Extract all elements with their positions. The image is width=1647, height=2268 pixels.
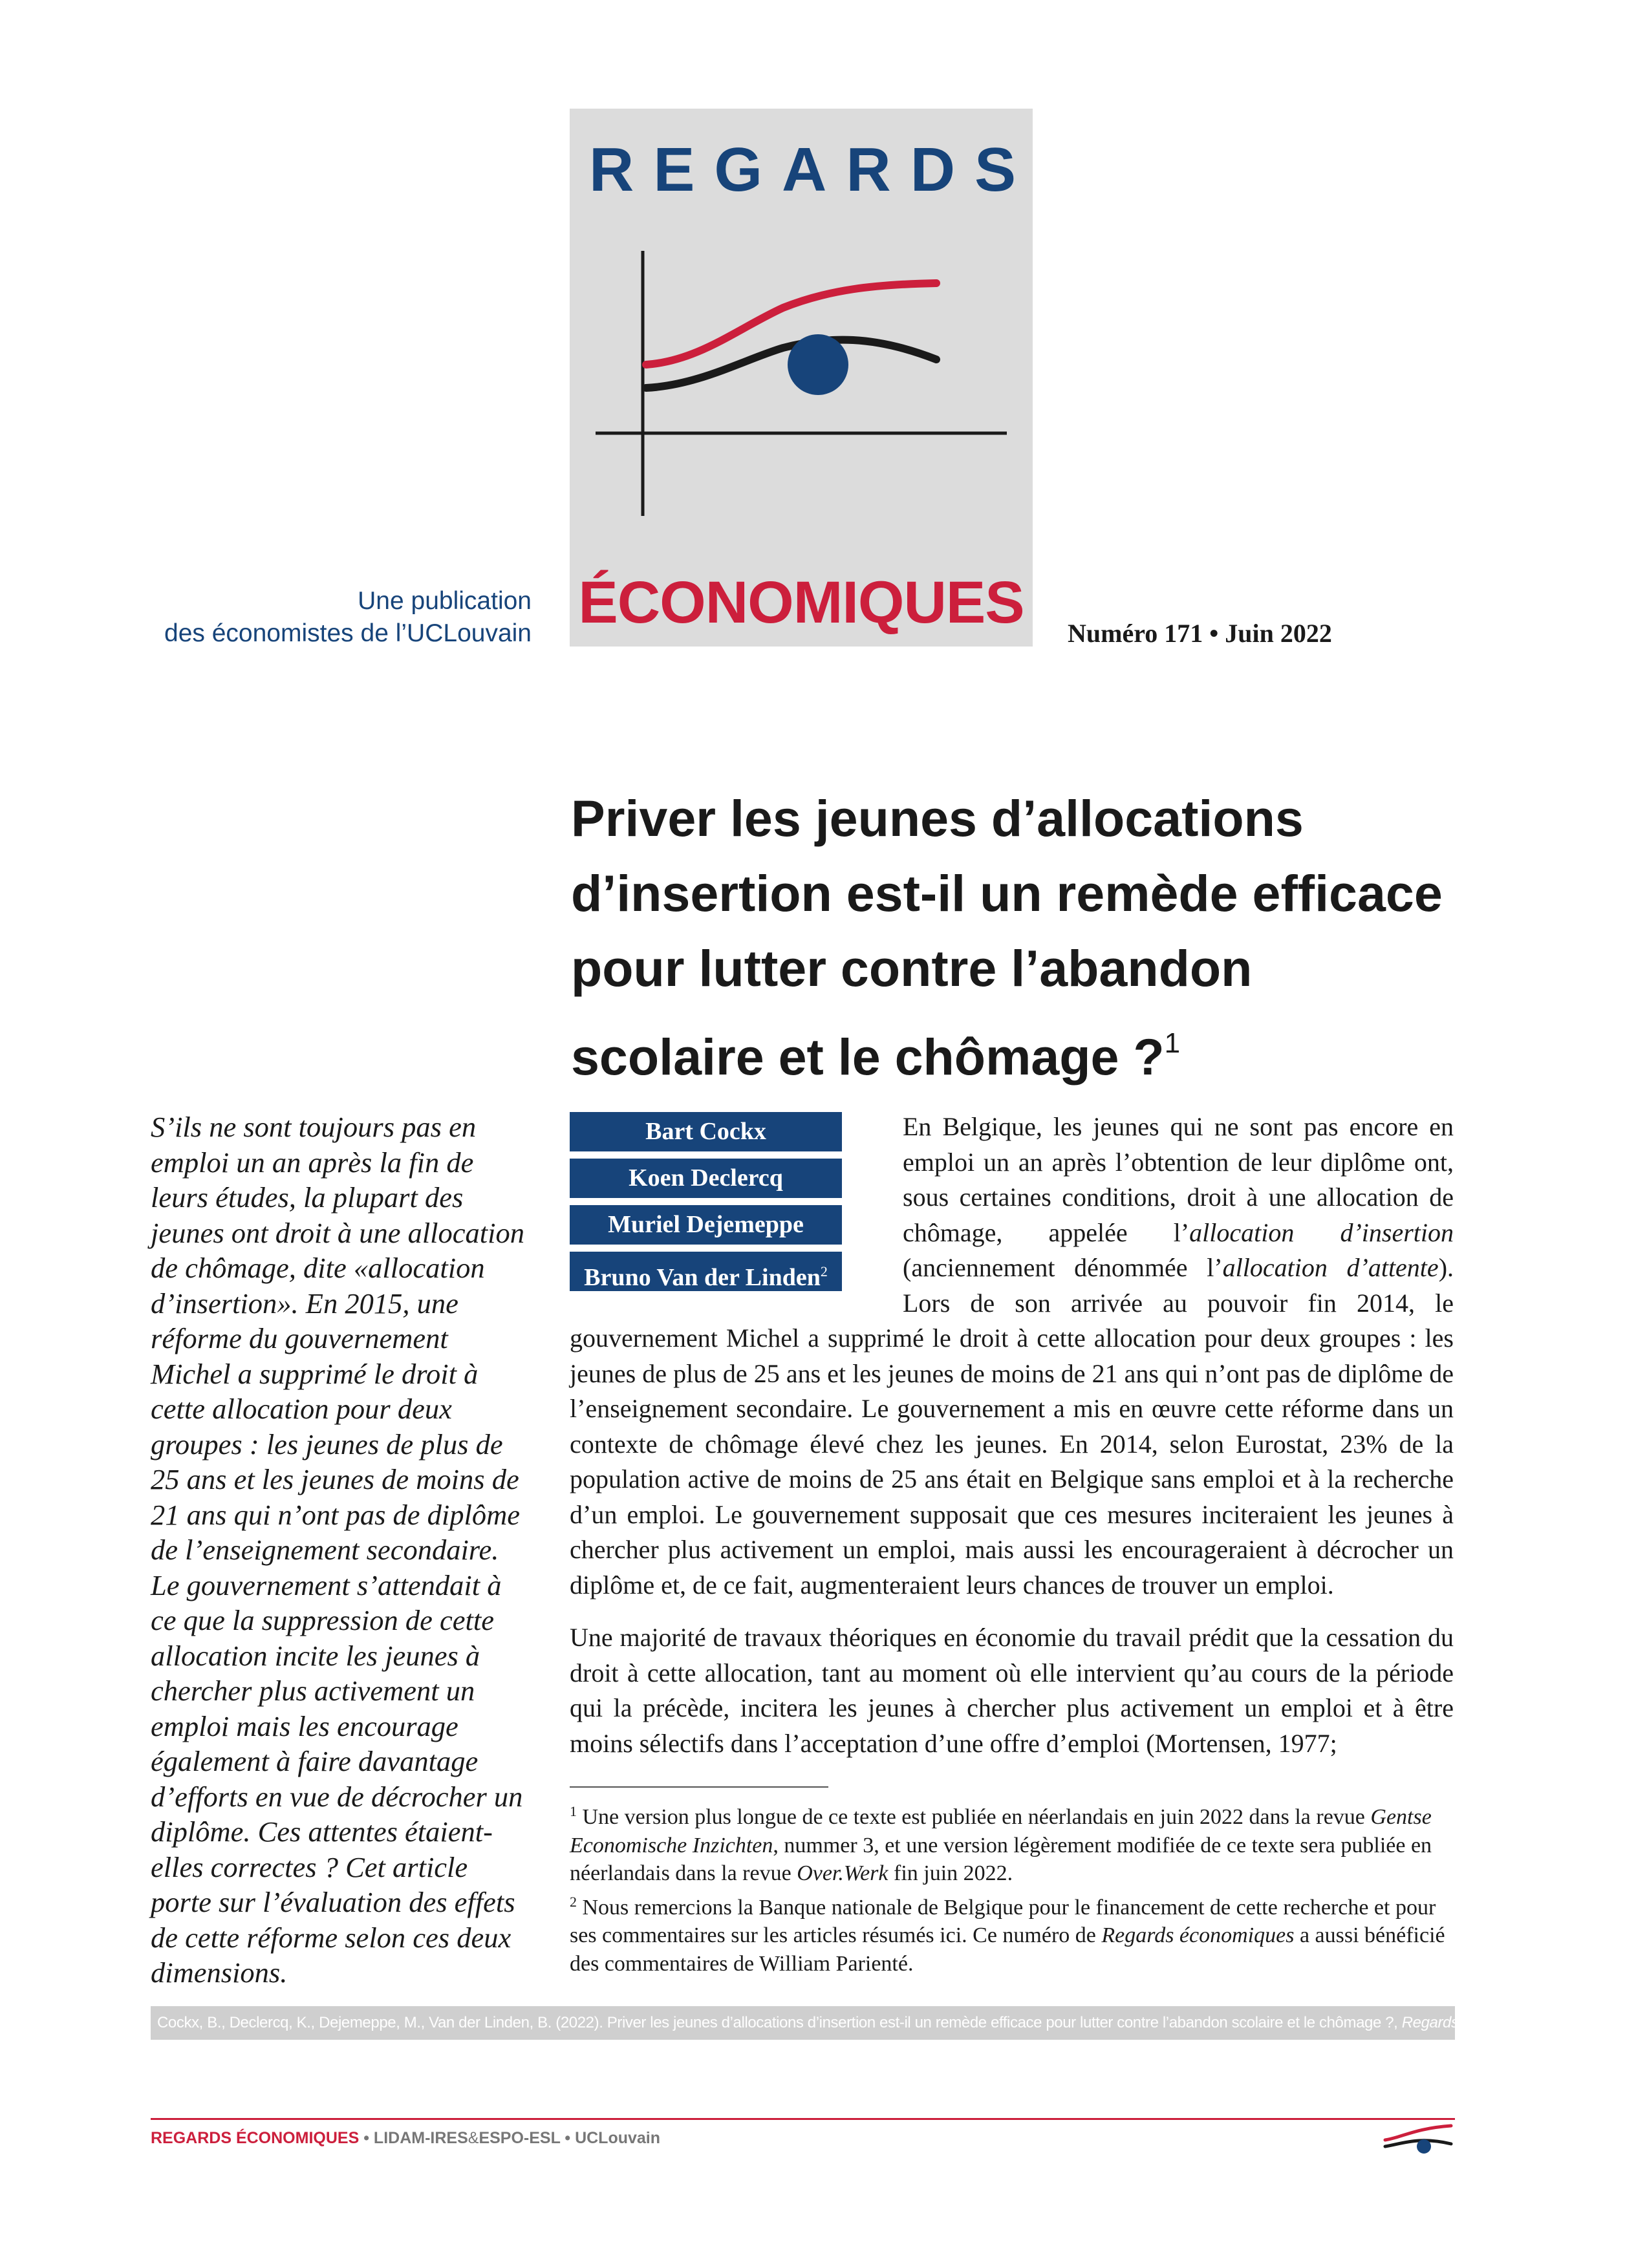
footnote-number: 1	[570, 1803, 577, 1819]
issue-number-date: Numéro 171 • Juin 2022	[1068, 619, 1332, 648]
footnote-emphasis: Regards économiques	[1101, 1923, 1295, 1947]
title-line-2: d’insertion est-il un remède efficace	[571, 864, 1443, 922]
title-footnote-ref[interactable]: 1	[1164, 1027, 1181, 1059]
citation-text: Cockx, B., Declercq, K., Dejemeppe, M., Van der Linden, B. (2022). Priver les jeunes d’allocations d’insertion est-il un remède efficace pour lutter contre l’abandon scolaire et le chômage ?,	[157, 2014, 1402, 2031]
footnote-1	[570, 1797, 1454, 1888]
footer-brand-line	[151, 2125, 660, 2151]
article-body	[570, 1109, 1454, 1779]
footnote-text: Une version plus longue de ce texte est publiée en néerlandais en juin 2022 dans la revue	[577, 1805, 1371, 1829]
publication-logo	[570, 109, 1036, 647]
footer-eye-logo-icon	[1383, 2118, 1454, 2154]
body-emphasis: allocation d’attente	[1222, 1253, 1439, 1282]
title-line-4: scolaire et le chômage ?	[571, 1028, 1165, 1086]
footer-separator: •	[560, 2129, 576, 2147]
footer-lidam: LIDAM-IRES	[373, 2129, 468, 2147]
title-line-3: pour lutter contre l’abandon	[571, 939, 1253, 997]
publisher-line-1: Une publication	[358, 587, 532, 615]
citation-text: , Numéro 171.	[1552, 2014, 1647, 2031]
footer-divider	[151, 2118, 1455, 2120]
footnote-emphasis: Gentse Economische Inzichten	[570, 1805, 1432, 1857]
footer-separator: •	[359, 2129, 374, 2147]
author-name: Bruno Van der Linden	[584, 1264, 821, 1291]
article-title	[571, 781, 1463, 1095]
author-footnote-ref[interactable]: 2	[820, 1263, 828, 1279]
author-name: Koen Declercq	[629, 1164, 783, 1192]
footer-espo: ESPO-ESL	[479, 2129, 561, 2147]
footer-brand: REGARDS ÉCONOMIQUES	[151, 2129, 360, 2147]
footnote-text: Nous remercions la Banque nationale de Belgique pour le financement de cette recherche et pour ses commentaires sur les articles résumés ici. Ce numéro de	[570, 1895, 1436, 1947]
title-line-1: Priver les jeunes d’allocations	[571, 789, 1304, 847]
footnote-divider	[570, 1786, 828, 1788]
footnote-text: fin juin 2022.	[888, 1861, 1013, 1885]
footnotes	[570, 1797, 1454, 1978]
logo-title-economiques: ÉCONOMIQUES	[578, 570, 1024, 636]
citation-bar	[151, 2006, 1647, 2040]
footnote-text: , nummer 3, et une version légèrement modifiée de ce texte sera publiée en néerlandais dans la revue	[570, 1833, 1432, 1885]
footnote-emphasis: Over.Werk	[797, 1861, 888, 1885]
footnote-text: a aussi bénéficié des commentaires de William Parienté.	[570, 1923, 1445, 1976]
footer-uclouvain: UCLouvain	[575, 2129, 661, 2147]
logo-eye-circle	[788, 334, 848, 395]
citation-emphasis: Regards économiques	[1401, 2014, 1553, 2031]
logo-graph-icon	[596, 251, 1007, 522]
body-text-span: En Belgique, les jeunes qui ne sont pas encore en emploi un an après l’obtention de leur diplôme ont, sous certaines conditions, droit à une allocation de chômage, appelée l’	[903, 1112, 1454, 1247]
body-text-span: (anciennement dénommée l’	[903, 1253, 1223, 1282]
author-box-spacer	[570, 1109, 903, 1303]
author-name: Bart Cockx	[645, 1118, 766, 1145]
logo-title-regards: REGARDS	[589, 135, 1036, 204]
body-paragraph-2: Une majorité de travaux théoriques en économie du travail prédit que la cessation du droit à cette allocation, tant au moment où elle intervient qu’au cours de la période qui la précède, incitera les jeunes à chercher plus activement un emploi et à être moins sélectifs dans l’acceptation d’une offre d’emploi (Mortensen, 1977;	[570, 1623, 1454, 1758]
footnote-number: 2	[570, 1893, 577, 1910]
footnote-2	[570, 1888, 1454, 1978]
footer-ampersand: &	[468, 2129, 479, 2147]
publisher-line-2: des économistes de l’UCLouvain	[164, 619, 532, 647]
publisher-tagline	[144, 585, 532, 650]
body-emphasis: allocation d’insertion	[1189, 1217, 1454, 1247]
article-summary: S’ils ne sont toujours pas en emploi un an après la fin de leurs études, la plupart des jeunes ont droit à une allocation de chômage, dite «allocation d’insertion». En 2015, une réforme du gouvernement Michel a supprimé le droit à cette allocation pour deux groupes : les jeunes de plus de 25 ans et les jeunes de moins de 21 ans qui n’ont pas de diplôme de l’enseignement secondaire. Le gouvernement s’attendait à ce que la suppression de cette allocation incite les jeunes à chercher plus activement un emploi mais les encourage également à faire davantage d’efforts en vue de décrocher un diplôme. Ces attentes étaient-elles correctes ? Cet article porte sur l’évaluation des effets de cette réforme selon ces deux dimensions.	[151, 1111, 525, 1989]
body-text-span: ). Lors de son arrivée au pouvoir fin 2014, le gouvernement Michel a supprimé le droit à cette allocation pour deux groupes : les jeunes de plus de 25 ans et les jeunes de moins de 21 ans qui n’ont pas de diplôme de l’enseignement secondaire. Le gouvernement a mis en œuvre cette réforme dans un contexte de chômage élevé chez les jeunes. En 2014, selon Eurostat, 23% de la population active de moins de 25 ans était en Belgique sans emploi et à la recherche d’un emploi. Le gouvernement supposait que ces mesures inciteraient les jeunes à chercher plus activement un emploi, mais aussi les encourageraient à décrocher un diplôme et, de ce fait, augmenteraient leurs chances de trouver un emploi.	[570, 1253, 1454, 1599]
author-name: Muriel Dejemeppe	[608, 1211, 804, 1238]
